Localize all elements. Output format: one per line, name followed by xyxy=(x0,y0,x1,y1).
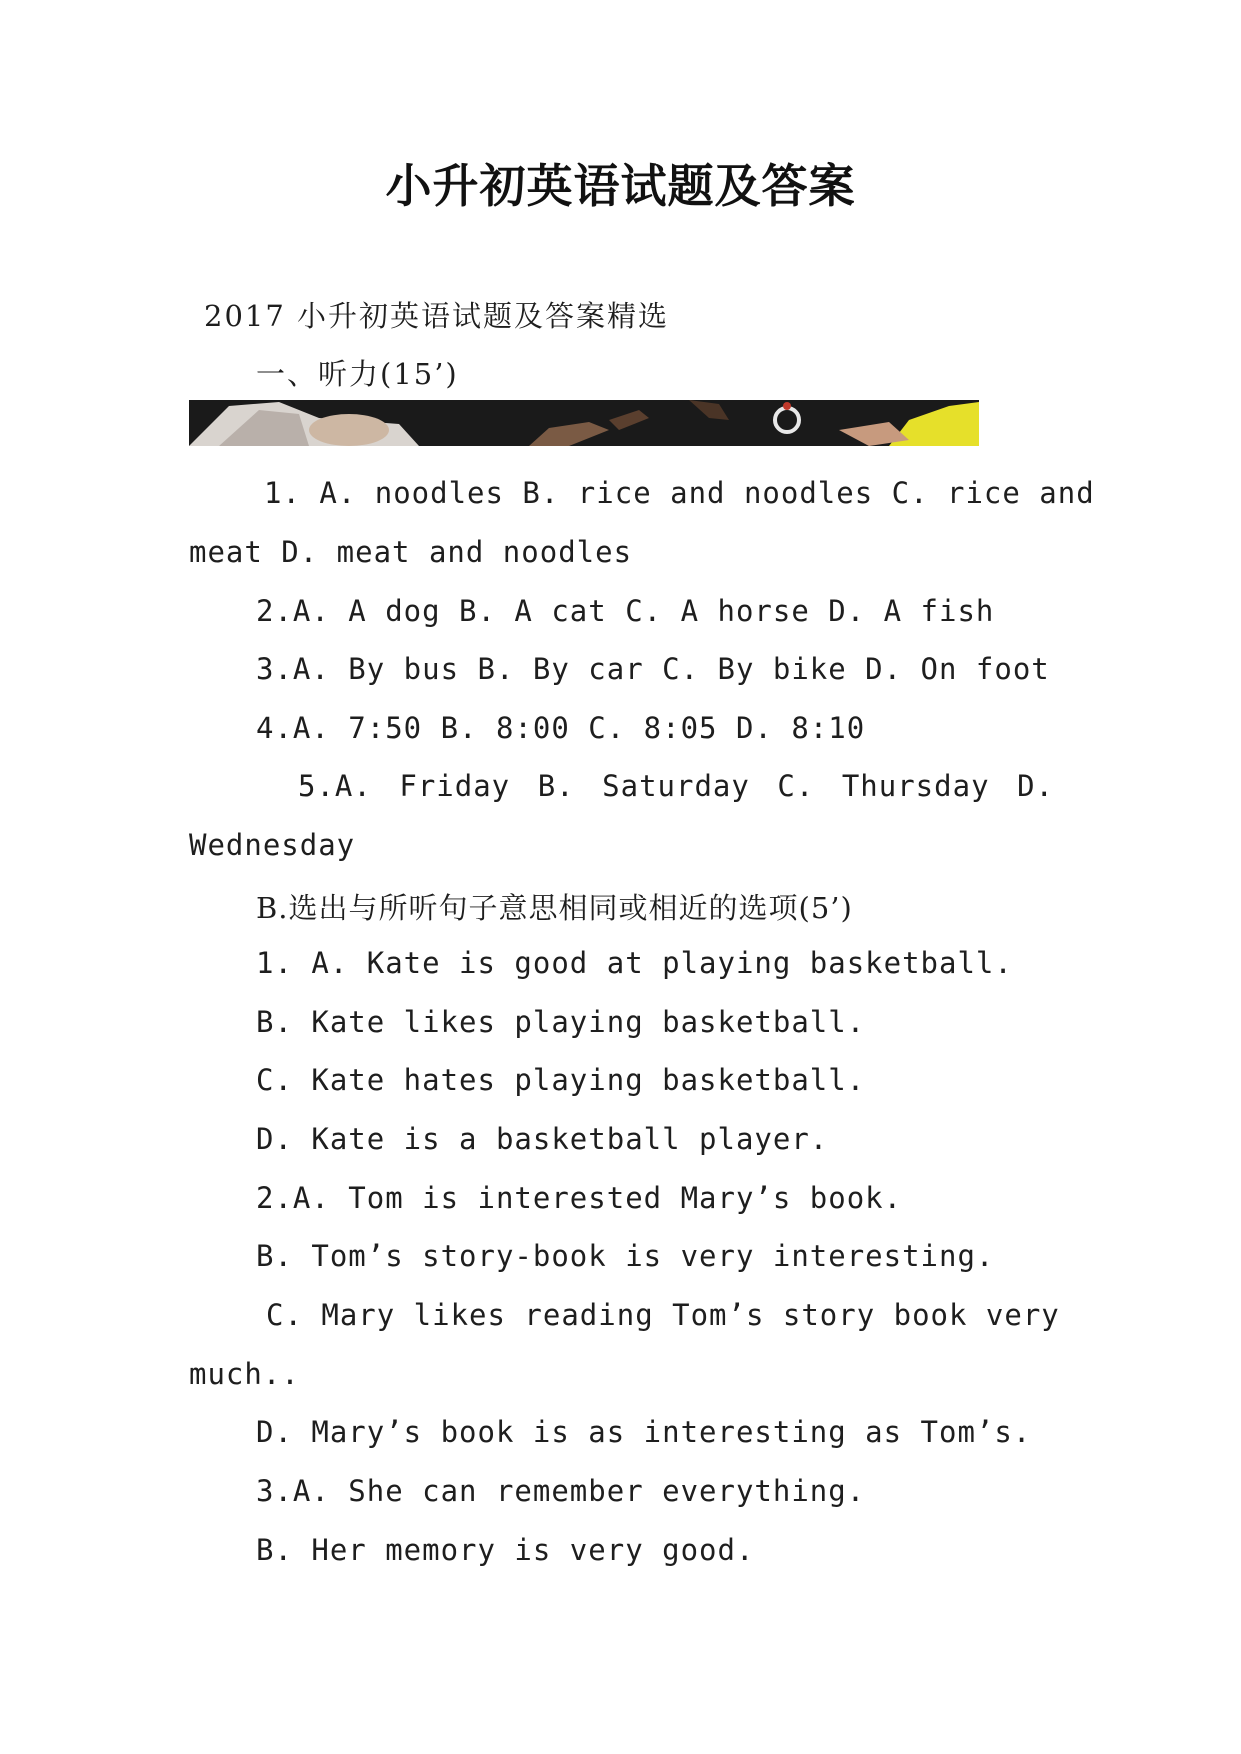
b-question-1-option-b: B. Kate likes playing basketball. xyxy=(256,1005,866,1039)
b-question-3-option-a: 3.A. She can remember everything. xyxy=(256,1474,866,1508)
banner-illustration xyxy=(189,400,979,446)
question-3: 3.A. By bus B. By car C. By bike D. On foot xyxy=(256,652,1050,686)
b-question-2-option-c-line-2: much.. xyxy=(189,1357,300,1391)
b-question-2-option-b: B. Tom’s story-book is very interesting. xyxy=(256,1239,995,1273)
page-title: 小升初英语试题及答案 xyxy=(385,159,856,213)
b-question-1-option-d: D. Kate is a basketball player. xyxy=(256,1122,829,1156)
section-heading-listening: 一、听力(15’) xyxy=(256,357,459,391)
b-question-2-option-c-line-1: C. Mary likes reading Tom’s story book very xyxy=(266,1298,1060,1332)
b-question-2-option-a: 2.A. Tom is interested Mary’s book. xyxy=(256,1181,903,1215)
b-question-3-option-b: B. Her memory is very good. xyxy=(256,1533,755,1567)
question-4: 4.A. 7:50 B. 8:00 C. 8:05 D. 8:10 xyxy=(256,711,866,745)
b-question-1-option-c: C. Kate hates playing basketball. xyxy=(256,1063,866,1097)
question-5-line-1: 5.A. Friday B. Saturday C. Thursday D. xyxy=(298,769,1054,803)
question-2: 2.A. A dog B. A cat C. A horse D. A fish xyxy=(256,594,995,628)
question-1-line-2: meat D. meat and noodles xyxy=(189,535,633,569)
section-heading-b: B.选出与所听句子意思相同或相近的选项(5’) xyxy=(256,891,853,925)
b-question-1-option-a: 1. A. Kate is good at playing basketball. xyxy=(256,946,1013,980)
question-1-line-1: 1. A. noodles B. rice and noodles C. rice and xyxy=(264,476,1095,510)
document-subtitle: 2017 小升初英语试题及答案精选 xyxy=(204,299,670,333)
b-question-2-option-d: D. Mary’s book is as interesting as Tom’s. xyxy=(256,1415,1032,1449)
banner-image xyxy=(189,400,979,446)
question-5-line-2: Wednesday xyxy=(189,828,356,862)
